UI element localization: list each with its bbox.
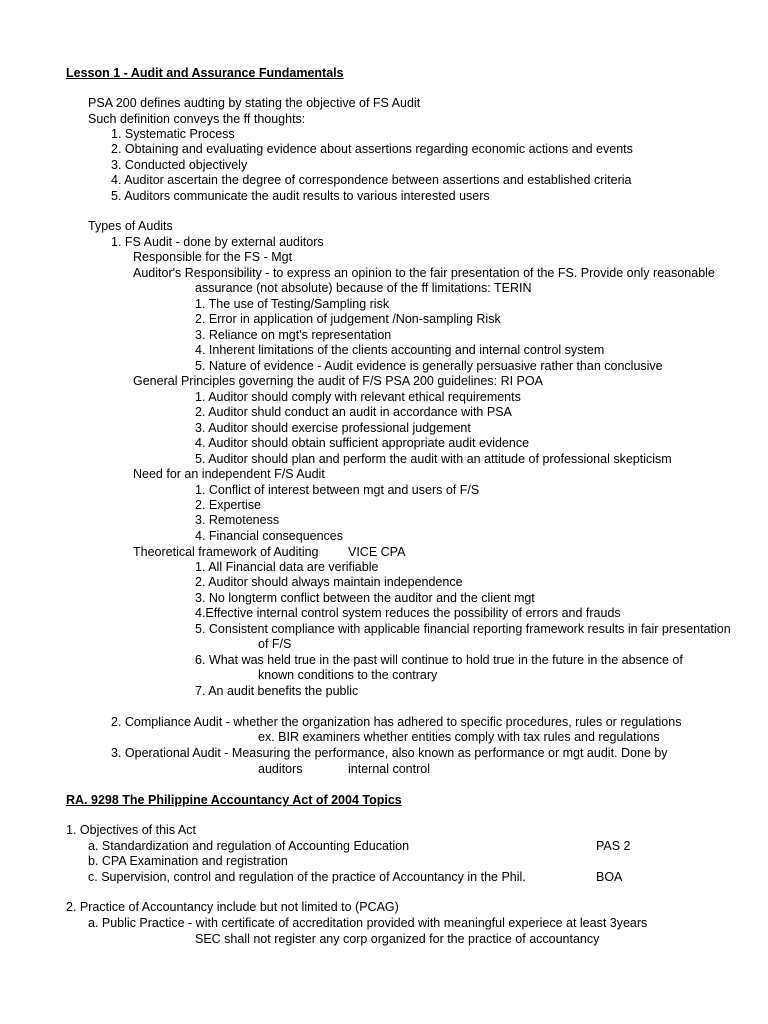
list-item: 4.Effective internal control system reduces the possibility of errors and frauds	[195, 606, 621, 620]
list-item: a. Standardization and regulation of Accounting Education	[88, 839, 410, 853]
list-item: 1. The use of Testing/Sampling risk	[195, 297, 390, 311]
list-item: 2. Auditor should always maintain independence	[195, 575, 463, 589]
list-item: 1. All Financial data are verifiable	[195, 560, 379, 574]
general-principles-line: General Principles governing the audit of F/S PSA 200 guidelines: RI POA	[133, 374, 543, 388]
operational-audit-line: 3. Operational Audit - Measuring the performance, also known as performance or mgt audit. Done by	[111, 746, 668, 760]
fs-audit-line: 1. FS Audit - done by external auditors	[111, 235, 324, 249]
operational-internal-control: internal control	[348, 762, 430, 776]
list-item: b. CPA Examination and registration	[88, 854, 288, 868]
theoretical-framework-acronym: VICE CPA	[348, 545, 406, 559]
practice-heading: 2. Practice of Accountancy include but not limited to (PCAG)	[66, 900, 399, 914]
list-item-continuation: known conditions to the contrary	[258, 668, 438, 682]
list-item: 2. Obtaining and evaluating evidence about assertions regarding economic actions and events	[111, 142, 633, 156]
list-item-continuation: of F/S	[258, 637, 292, 651]
list-item: 7. An audit benefits the public	[195, 684, 359, 698]
list-item: 2. Expertise	[195, 498, 262, 512]
list-item: 5. Consistent compliance with applicable financial reporting framework results in fair presentation	[195, 622, 731, 636]
auditor-responsibility-line: Auditor's Responsibility - to express an opinion to the fair presentation of the FS. Provide only reasonable	[133, 266, 715, 280]
list-item: 1. Conflict of interest between mgt and users of F/S	[195, 483, 480, 497]
list-item: 4. Auditor ascertain the degree of correspondence between assertions and established criteria	[111, 173, 632, 187]
theoretical-framework-label: Theoretical framework of Auditing	[133, 545, 319, 559]
list-item: 2. Error in application of judgement /Non-sampling Risk	[195, 312, 501, 326]
need-independent-line: Need for an independent F/S Audit	[133, 467, 325, 481]
responsible-line: Responsible for the FS - Mgt	[133, 250, 293, 264]
list-item-continuation: SEC shall not register any corp organized for the practice of accountancy	[195, 932, 600, 946]
list-item: 5. Auditor should plan and perform the audit with an attitude of professional skepticism	[195, 452, 672, 466]
list-item: a. Public Practice - with certificate of accreditation provided with meaningful experiece at least 3years	[88, 916, 648, 930]
list-item: 3. Reliance on mgt's representation	[195, 328, 392, 342]
definition-line: Such definition conveys the ff thoughts:	[88, 112, 306, 126]
list-item: 5. Auditors communicate the audit results to various interested users	[111, 189, 490, 203]
operational-auditors: auditors	[258, 762, 303, 776]
list-item: 4. Inherent limitations of the clients accounting and internal control system	[195, 343, 605, 357]
list-item: 1. Systematic Process	[111, 127, 235, 141]
list-item-tag: BOA	[596, 870, 623, 884]
types-heading: Types of Audits	[88, 219, 173, 233]
list-item: 4. Auditor should obtain sufficient appropriate audit evidence	[195, 436, 530, 450]
list-item-tag: PAS 2	[596, 839, 631, 853]
psa200-line: PSA 200 defines audting by stating the objective of FS Audit	[88, 96, 421, 110]
lesson-title: Lesson 1 - Audit and Assurance Fundamentals	[66, 66, 344, 80]
list-item: 4. Financial consequences	[195, 529, 344, 543]
compliance-example-line: ex. BIR examiners whether entities comply with tax rules and regulations	[258, 730, 660, 744]
list-item: 1. Auditor should comply with relevant ethical requirements	[195, 390, 521, 404]
list-item: 3. Auditor should exercise professional judgement	[195, 421, 471, 435]
list-item: 3. No longterm conflict between the auditor and the client mgt	[195, 591, 535, 605]
assurance-line: assurance (not absolute) because of the ff limitations: TERIN	[195, 281, 532, 295]
compliance-audit-line: 2. Compliance Audit - whether the organization has adhered to specific procedures, rules or regulations	[111, 715, 682, 729]
ra-9298-title: RA. 9298 The Philippine Accountancy Act of 2004 Topics	[66, 793, 402, 807]
objectives-heading: 1. Objectives of this Act	[66, 823, 196, 837]
list-item: 3. Conducted objectively	[111, 158, 248, 172]
list-item: 3. Remoteness	[195, 513, 280, 527]
list-item: 5. Nature of evidence - Audit evidence is generally persuasive rather than conclusive	[195, 359, 663, 373]
list-item: 6. What was held true in the past will continue to hold true in the future in the absence of	[195, 653, 683, 667]
list-item: 2. Auditor shuld conduct an audit in accordance with PSA	[195, 405, 512, 419]
list-item: c. Supervision, control and regulation of the practice of Accountancy in the Phil.	[88, 870, 526, 884]
